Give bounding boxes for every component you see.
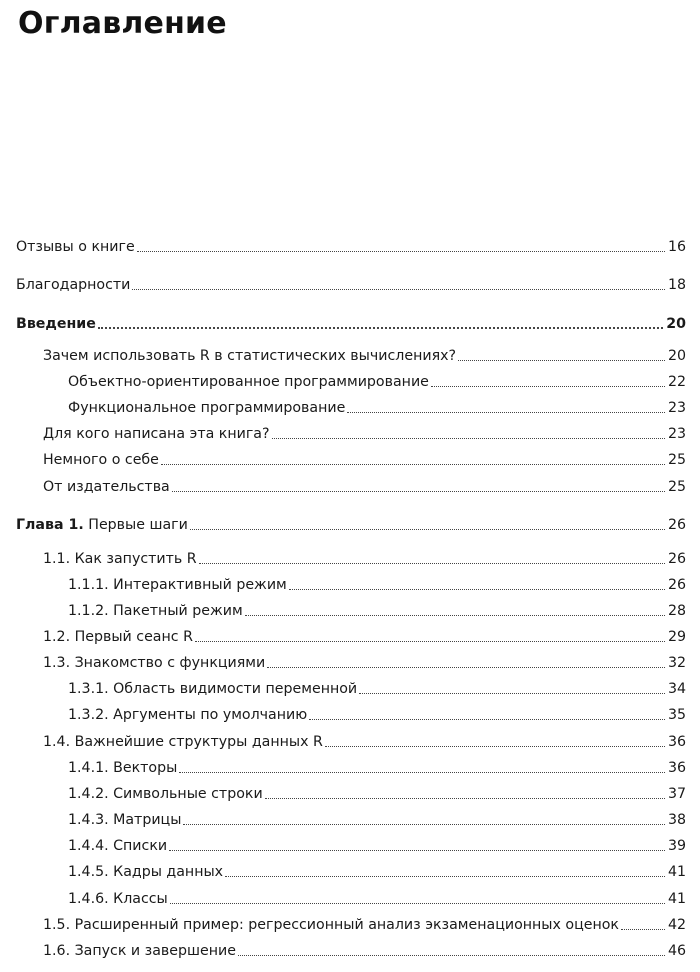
toc-page-number: 25 [667, 452, 686, 468]
toc-entry[interactable] [0, 270, 700, 294]
toc-page-number: 41 [667, 891, 686, 907]
chapter-number: Глава 1. [16, 517, 84, 533]
toc-dot-leader [325, 746, 665, 747]
toc-page-number: 29 [667, 629, 686, 645]
toc-entry-label: Немного о себе [43, 452, 159, 468]
toc-page-number: 22 [667, 374, 686, 390]
toc-entry[interactable] [0, 419, 700, 443]
toc-entry-label: 1.3.1. Область видимости переменной [68, 681, 358, 697]
toc-dot-leader [172, 491, 665, 492]
toc-dot-leader [195, 641, 665, 642]
toc-dot-leader [238, 955, 665, 956]
toc-entry-chapter[interactable] [0, 510, 700, 534]
toc-dot-leader [225, 876, 665, 877]
toc-page-number: 23 [667, 400, 686, 416]
toc-dot-leader [199, 563, 665, 564]
toc-entry[interactable] [0, 622, 700, 646]
toc-dot-leader [265, 798, 665, 799]
toc-page-number: 18 [667, 277, 686, 293]
toc-entry[interactable] [0, 857, 700, 881]
toc-page-number: 34 [667, 681, 686, 697]
toc-page-number: 36 [667, 760, 686, 776]
toc-entry[interactable] [0, 445, 700, 469]
toc-page-number: 16 [667, 239, 686, 255]
toc-entry[interactable] [0, 341, 700, 365]
toc-entry[interactable] [0, 805, 700, 829]
toc-entry-label: Введение [16, 316, 96, 332]
toc-entry-label: 1.5. Расширенный пример: регрессионный анализ экзаменационных оценок [43, 917, 619, 933]
toc-entry[interactable] [0, 232, 700, 256]
toc-dot-leader [132, 289, 665, 290]
toc-dot-leader [359, 693, 665, 694]
toc-entry-label: 1.2. Первый сеанс R [43, 629, 193, 645]
toc-entry[interactable] [0, 544, 700, 568]
toc-dot-leader [272, 438, 665, 439]
toc-dot-leader [98, 327, 663, 329]
toc-dot-leader [267, 667, 665, 668]
toc-entry-label: Отзывы о книге [16, 239, 135, 255]
toc-page-number: 38 [667, 812, 686, 828]
chapter-title: Первые шаги [88, 517, 188, 533]
toc-page-number: 26 [667, 577, 686, 593]
toc-page-number: 20 [666, 316, 686, 332]
toc-page-number: 35 [667, 707, 686, 723]
toc-entry[interactable] [0, 648, 700, 672]
toc-dot-leader [169, 850, 665, 851]
toc-page-number: 25 [667, 479, 686, 495]
toc-dot-leader [190, 529, 665, 530]
toc-entry-label: 1.4. Важнейшие структуры данных R [43, 734, 323, 750]
toc-entry-label: Функциональное программирование [68, 400, 346, 416]
toc-entry-label: Благодарности [16, 277, 131, 293]
toc-entry-label: 1.1.1. Интерактивный режим [68, 577, 287, 593]
toc-entry-label: 1.3.2. Аргументы по умолчанию [68, 707, 308, 723]
toc-entry-label: 1.4.1. Векторы [68, 760, 178, 776]
toc-page-number: 42 [667, 917, 686, 933]
toc-entry[interactable] [0, 700, 700, 724]
toc-entry[interactable] [0, 779, 700, 803]
toc-dot-leader [621, 929, 665, 930]
toc-dot-leader [289, 589, 665, 590]
toc-entry-label: 1.6. Запуск и завершение [43, 943, 236, 959]
toc-page-number: 37 [667, 786, 686, 802]
toc-entry[interactable] [0, 570, 700, 594]
toc-entry-label: Зачем использовать R в статистических вычислениях? [43, 348, 457, 364]
toc-entry[interactable] [0, 393, 700, 417]
toc-dot-leader [245, 615, 665, 616]
toc-page-number: 32 [667, 655, 686, 671]
toc-page-number: 26 [667, 551, 686, 567]
toc-dot-leader [458, 360, 665, 361]
toc-entry[interactable] [0, 753, 700, 777]
toc-page-number: 36 [667, 734, 686, 750]
toc-entry[interactable] [0, 472, 700, 496]
toc-dot-leader [431, 386, 665, 387]
toc-dot-leader [179, 772, 665, 773]
toc-entry-label: 1.4.2. Символьные строки [68, 786, 263, 802]
toc-page-number: 28 [667, 603, 686, 619]
toc-entry[interactable] [0, 910, 700, 934]
toc-entry[interactable] [0, 831, 700, 855]
toc-entry-label: Для кого написана эта книга? [43, 426, 270, 442]
toc-page-number: 41 [667, 864, 686, 880]
toc-entry-label: 1.4.4. Списки [68, 838, 168, 854]
toc-dot-leader [161, 464, 665, 465]
toc-entry-label [16, 516, 188, 534]
toc-entry[interactable] [0, 367, 700, 391]
toc-entry-label: Объектно-ориентированное программирование [68, 374, 429, 390]
toc-entry[interactable] [0, 936, 700, 960]
toc-entry[interactable] [0, 884, 700, 908]
toc-dot-leader [137, 251, 665, 252]
toc-dot-leader [347, 412, 665, 413]
page-title: Оглавление [18, 6, 227, 41]
toc-page-number: 46 [667, 943, 686, 959]
toc-page-number: 23 [667, 426, 686, 442]
toc-entry-label: 1.3. Знакомство с функциями [43, 655, 266, 671]
toc-entry[interactable] [0, 674, 700, 698]
toc-entry-label: 1.4.3. Матрицы [68, 812, 182, 828]
toc-page-number: 39 [667, 838, 686, 854]
toc-dot-leader [170, 903, 665, 904]
toc-entry-label: 1.4.6. Классы [68, 891, 168, 907]
toc-entry-label: От издательства [43, 479, 170, 495]
toc-entry[interactable] [0, 727, 700, 751]
toc-page-number: 26 [667, 517, 686, 533]
toc-entry-label: 1.4.5. Кадры данных [68, 864, 224, 880]
toc-entry-label: 1.1.2. Пакетный режим [68, 603, 243, 619]
toc-page-number: 20 [667, 348, 686, 364]
toc-entry[interactable] [0, 596, 700, 620]
toc-dot-leader [183, 824, 665, 825]
toc-entry[interactable] [0, 309, 700, 333]
toc-entry-label: 1.1. Как запустить R [43, 551, 197, 567]
toc-dot-leader [309, 719, 665, 720]
